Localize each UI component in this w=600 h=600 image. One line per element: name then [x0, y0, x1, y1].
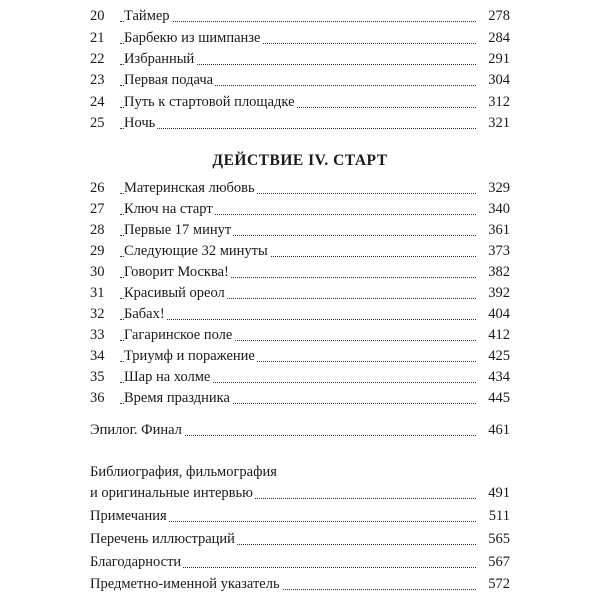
- chapter-number: 28: [90, 222, 105, 238]
- toc-entry: [90, 574, 510, 594]
- chapter-title: Триумф и поражение: [124, 348, 255, 364]
- chapter-number: 25: [90, 115, 105, 131]
- page-number: 312: [476, 92, 510, 112]
- page-number: 361: [476, 220, 510, 240]
- toc-entry-epilogue: [90, 420, 510, 440]
- dot-leader: [120, 21, 476, 22]
- toc-entry: [90, 283, 510, 303]
- bibliography-title-line1: Библиография, фильмография: [90, 464, 277, 480]
- page-number: 404: [476, 304, 510, 324]
- chapter-number: 23: [90, 72, 105, 88]
- section-heading: ДЕЙСТВИЕ IV. СТАРТ: [212, 152, 388, 169]
- chapter-title: Благодарности: [90, 554, 182, 570]
- chapter-title: Барбекю из шимпанзе: [124, 30, 261, 46]
- chapter-number: 24: [90, 94, 105, 110]
- page-number: 321: [476, 113, 510, 133]
- toc-entry: [90, 506, 510, 526]
- chapter-number: 22: [90, 51, 105, 67]
- toc-entry: [90, 346, 510, 366]
- chapter-number: 33: [90, 327, 105, 343]
- page-number: 412: [476, 325, 510, 345]
- dot-leader: [120, 319, 476, 320]
- chapter-number: 30: [90, 264, 105, 280]
- toc-entry: [90, 6, 510, 26]
- chapter-title: и оригинальные интервью: [90, 485, 253, 501]
- chapter-title: Гагаринское поле: [124, 327, 233, 343]
- toc-entry: [90, 199, 510, 219]
- toc-entry: [90, 367, 510, 387]
- page-number: 572: [476, 574, 510, 594]
- chapter-title: Примечания: [90, 508, 167, 524]
- page-number: 565: [476, 529, 510, 549]
- page-number: 291: [476, 49, 510, 69]
- dot-leader: [120, 128, 476, 129]
- page-number: 278: [476, 6, 510, 26]
- chapter-number: 20: [90, 8, 105, 24]
- page-number: 425: [476, 346, 510, 366]
- toc-entry: [90, 28, 510, 48]
- toc-entry: [90, 325, 510, 345]
- page-number: 392: [476, 283, 510, 303]
- page-number: 434: [476, 367, 510, 387]
- toc-entry: [90, 220, 510, 240]
- toc-entry: [90, 304, 510, 324]
- chapter-title: Таймер: [124, 8, 170, 24]
- chapter-title: Шар на холме: [124, 369, 211, 385]
- toc-entry: [90, 388, 510, 408]
- toc-entry: [90, 113, 510, 133]
- page-number: 567: [476, 552, 510, 572]
- page-number: 329: [476, 178, 510, 198]
- page-number: 461: [476, 420, 510, 440]
- chapter-title: Избранный: [124, 51, 195, 67]
- chapter-title: Эпилог. Финал: [90, 422, 182, 438]
- chapter-number: 26: [90, 180, 105, 196]
- chapter-number: 32: [90, 306, 105, 322]
- toc-entry: [90, 262, 510, 282]
- chapter-number: 34: [90, 348, 105, 364]
- page-number: 445: [476, 388, 510, 408]
- page-number: 284: [476, 28, 510, 48]
- toc-entry: [90, 241, 510, 261]
- chapter-number: 21: [90, 30, 105, 46]
- chapter-number: 27: [90, 201, 105, 217]
- chapter-title: Ночь: [124, 115, 156, 131]
- chapter-title: Следующие 32 минуты: [124, 243, 268, 259]
- chapter-title: Первые 17 минут: [124, 222, 232, 238]
- toc-entry: [90, 529, 510, 549]
- chapter-title: Время праздника: [124, 390, 230, 406]
- chapter-number: 29: [90, 243, 105, 259]
- chapter-title: Красивый ореол: [124, 285, 225, 301]
- page-number: 373: [476, 241, 510, 261]
- chapter-title: Перечень иллюстраций: [90, 531, 235, 547]
- toc-entry: [90, 70, 510, 90]
- page-number: 491: [476, 483, 510, 503]
- toc-entry-bibliography: [90, 483, 510, 503]
- page-number: 511: [476, 506, 510, 526]
- chapter-number: 35: [90, 369, 105, 385]
- chapter-number: 36: [90, 390, 105, 406]
- page-number: 382: [476, 262, 510, 282]
- toc-entry: [90, 552, 510, 572]
- toc-entry: [90, 178, 510, 198]
- chapter-number: 31: [90, 285, 105, 301]
- page-number: 304: [476, 70, 510, 90]
- chapter-title: Предметно-именной указатель: [90, 576, 280, 592]
- chapter-title: Первая подача: [124, 72, 214, 88]
- page-number: 340: [476, 199, 510, 219]
- toc-entry: [90, 92, 510, 112]
- chapter-title: Говорит Москва!: [124, 264, 229, 280]
- chapter-title: Путь к стартовой площадке: [124, 94, 295, 110]
- chapter-title: Бабах!: [124, 306, 165, 322]
- chapter-title: Материнская любовь: [124, 180, 255, 196]
- chapter-title: Ключ на старт: [124, 201, 213, 217]
- toc-entry: [90, 49, 510, 69]
